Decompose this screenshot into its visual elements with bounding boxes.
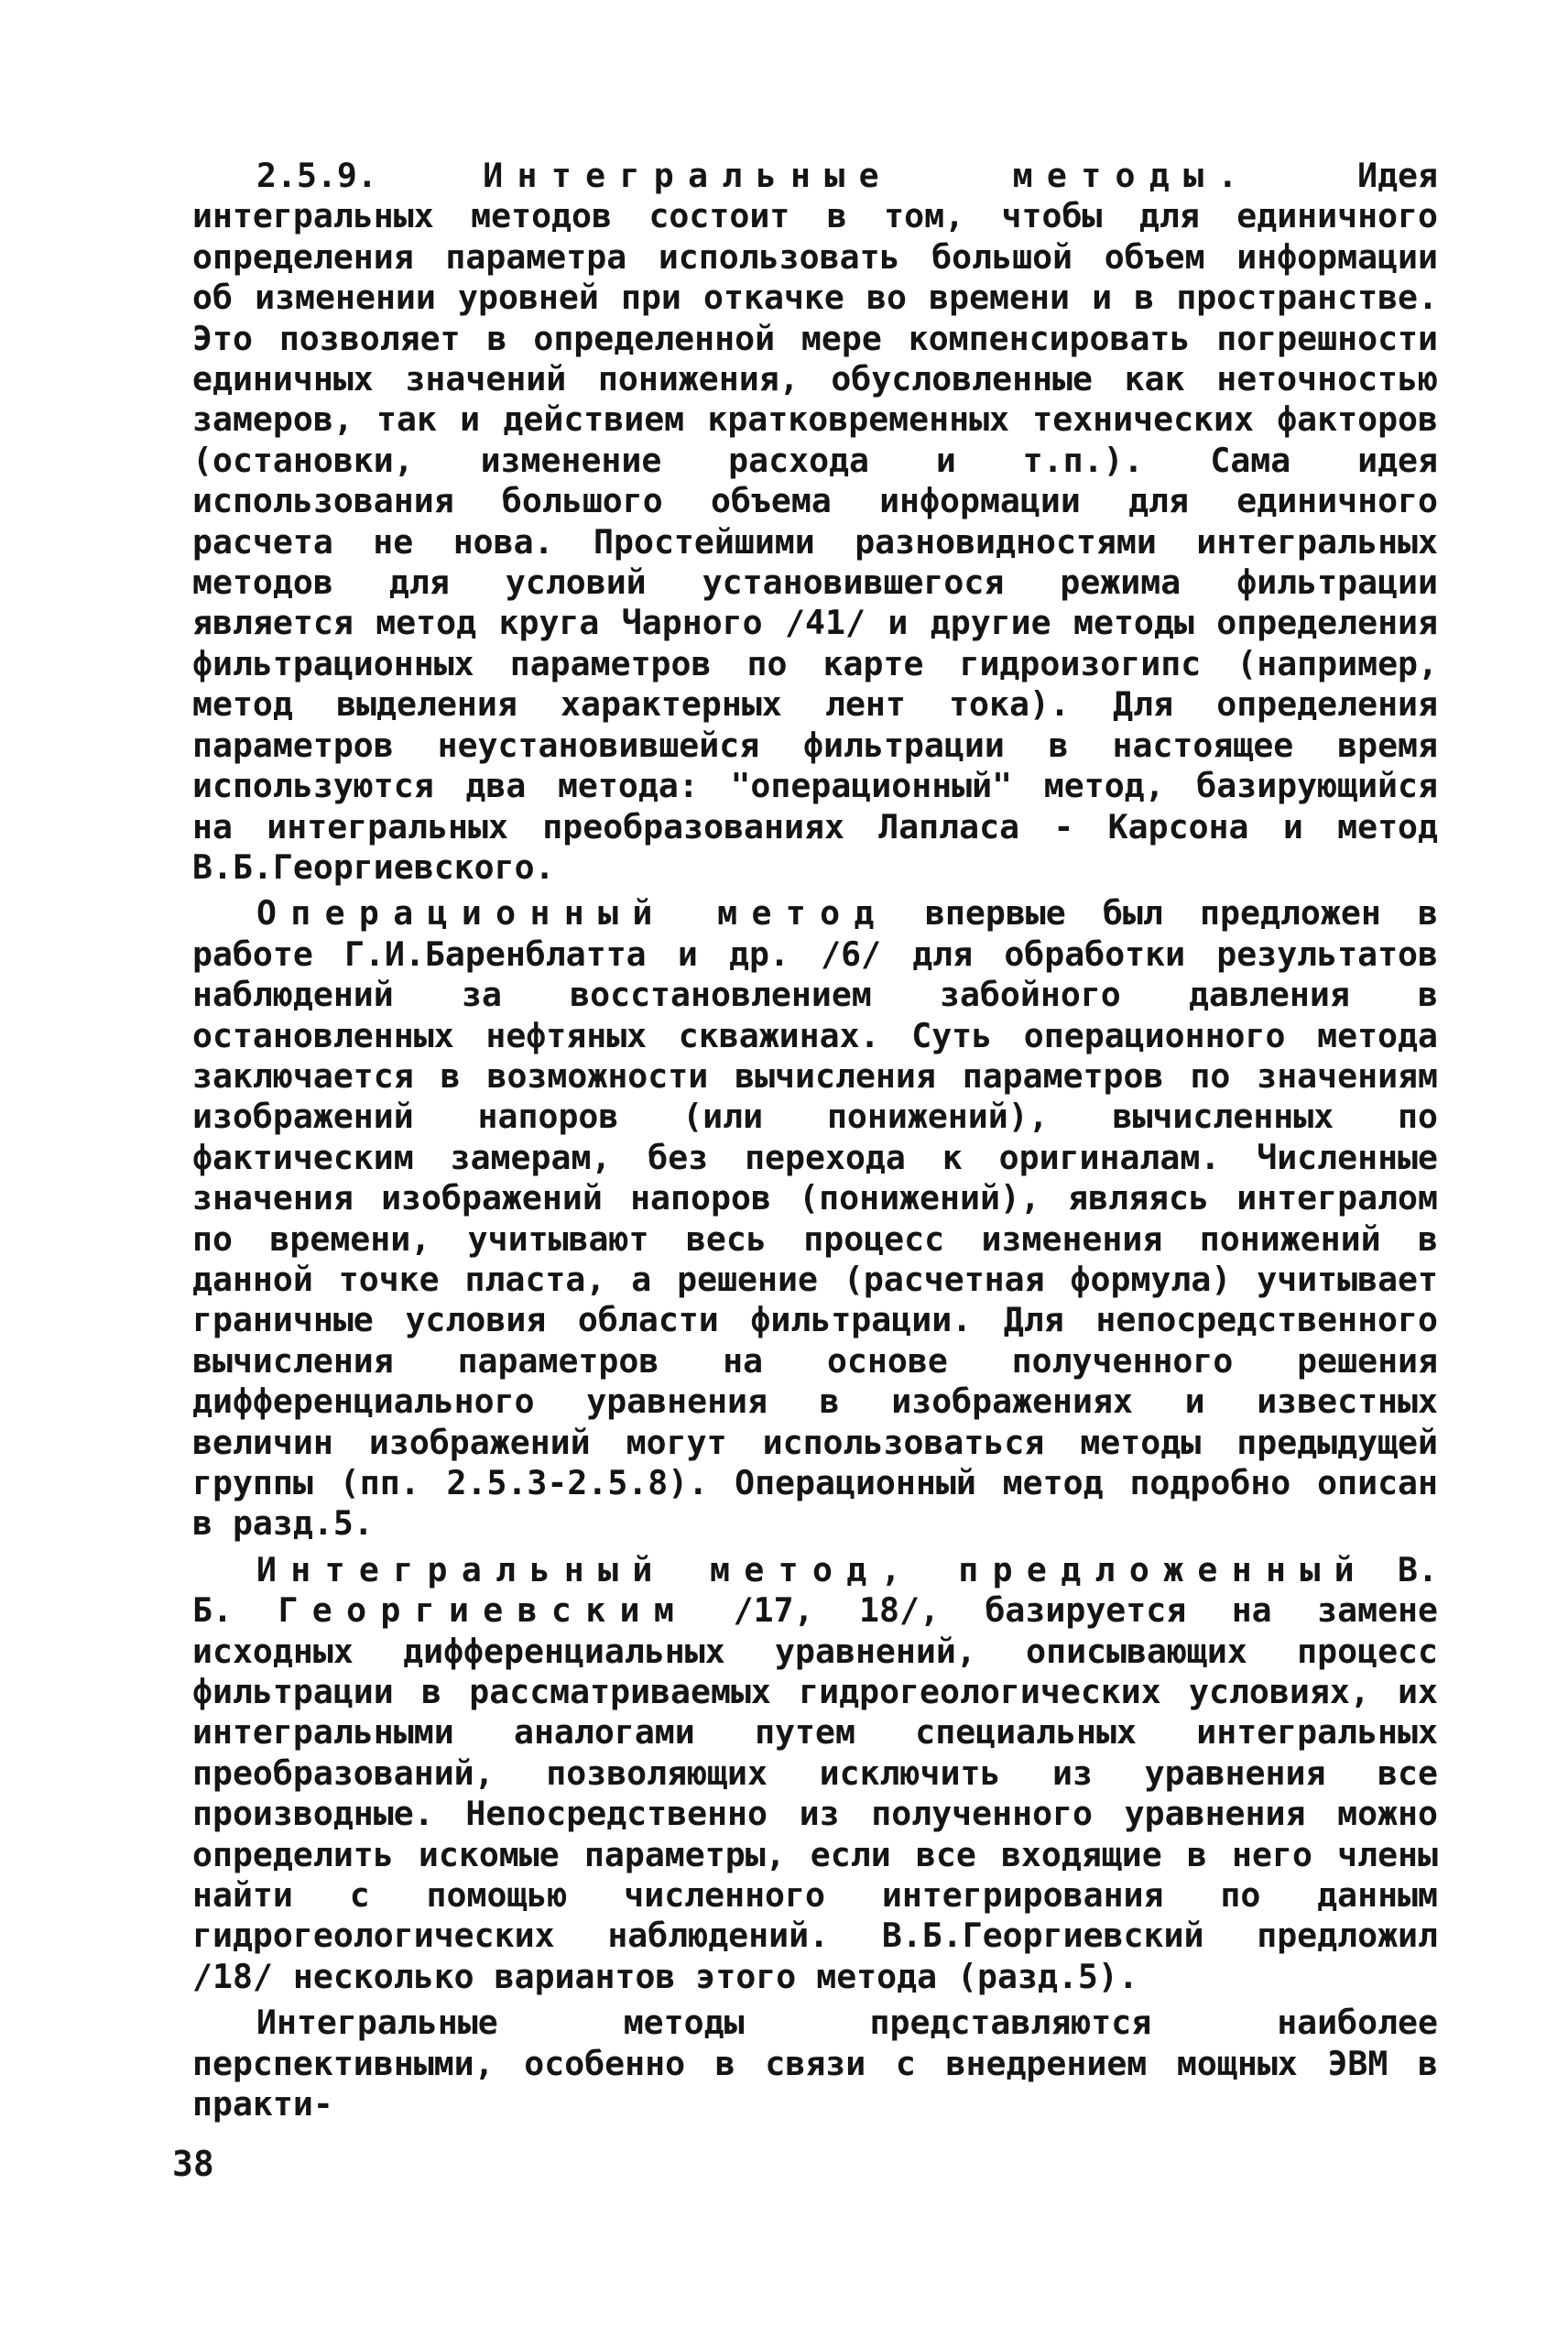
paragraph-3-lead-2: Георгиевским (278, 1590, 689, 1631)
paragraph-4-body: Интегральные методы представляются наиболее перспективными, особенно в связи с внедрением мощных ЭВМ в практи- (192, 2003, 1438, 2124)
section-number: 2.5.9. (256, 156, 377, 195)
paragraph-2-lead: Операционный метод (256, 893, 888, 934)
paragraph-3-body: /17, 18/, базируется на замене исходных дифференциальных уравнений, описывающих процесс фильтрации в рассматриваемых гидрогеологических условиях, их интегральными аналогами путем специальных интегральных преобразований, позволяющих исключить из уравнения все производные. Непосредственно из полученного уравнения можно определить искомые параметры, если все входящие в него члены найти с помощью численного интегрирования по данным гидрогеологических наблюдений. В.Б.Георгиевский предложил /18/ несколько вариантов этого метода (разд.5). (192, 1590, 1439, 1996)
paragraph-4 (192, 2003, 1438, 2124)
paragraph-1 (192, 156, 1438, 888)
paragraph-3-initials: В. Б. (192, 1549, 1438, 1631)
paragraph-1-body: Идея интегральных методов состоит в том, чтобы для единичного определения параметра использовать большой объем информации об изменении уровней при откачке во времени и в пространстве. Это позволяет в определенной мере компенсировать погрешности единичных значений понижения, обусловленные как неточностью замеров, так и действием кратковременных технических факторов (остановки, изменение расхода и т.п.). Сама идея использования большого объема информации для единичного расчета не нова. Простейшими разновидностями интегральных методов для условий установившегося режима фильтрации является метод круга Чарного /41/ и другие методы определения фильтрационных параметров по карте гидроизогипс (например, метод выделения характерных лент тока). Для определения параметров неустановившейся фильтрации в настоящее время используются два метода: "операционный" метод, базирующийся на интегральных преобразованиях Лапласа - Карсона и метод В.Б.Георгиевского. (192, 156, 1438, 887)
body-text (192, 156, 1438, 2125)
page-number: 38 (172, 2144, 214, 2184)
paragraph-3 (192, 1550, 1438, 1997)
section-title: Интегральные методы. (483, 156, 1252, 195)
paragraph-2-body: впервые был предложен в работе Г.И.Баренблатта и др. /6/ для обработки результатов наблюдений за восстановлением забойного давления в остановленных нефтяных скважинах. Суть операционного метода заключается в возможности вычисления параметров по значениям изображений напоров (или понижений), вычисленных по фактическим замерам, без перехода к оригиналам. Численные значения изображений напоров (понижений), являясь интегралом по времени, учитывают весь процесс изменения понижений в данной точке пласта, а решение (расчетная формула) учитывает граничные условия области фильтрации. Для непосредственного вычисления параметров на основе полученного решения дифференциального уравнения в изображениях и известных величин изображений могут использоваться методы предыдущей группы (пп. 2.5.3-2.5.8). Операционный метод подробно описан в разд.5. (192, 893, 1438, 1544)
paragraph-3-lead-1: Интегральный метод, предложенный (256, 1549, 1368, 1589)
paragraph-2 (192, 893, 1438, 1545)
